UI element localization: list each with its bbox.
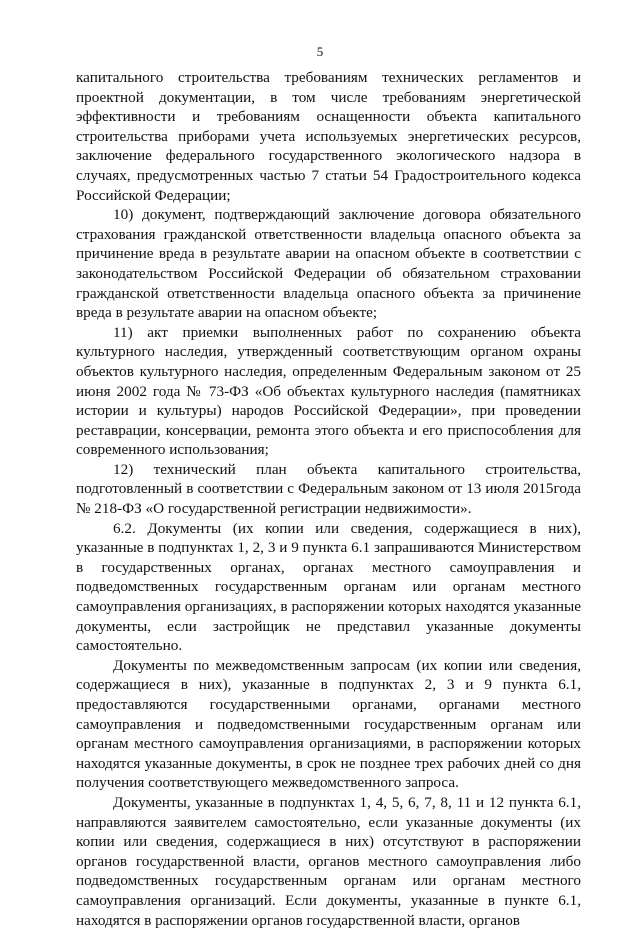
paragraph-item-12: 12) технический план объекта капитального строительства, подготовленный в соответствии с Федеральным законом от 13 июля 2015года № 218-ФЗ «О государственной регистрации недвижимости».	[76, 460, 581, 518]
paragraph-applicant-documents: Документы, указанные в подпунктах 1, 4, 5, 6, 7, 8, 11 и 12 пункта 6.1, направляются заявителем самостоятельно, если указанные документы (их копии или сведения, содержащиеся в них) отсутствуют в распоряжении органов государственной власти, органов местного самоуправления либо подведомственных государственным органам или органам местного самоуправления организаций. Если документы, указанные в пункте 6.1, находятся в распоряжении органов государственной власти, органов	[76, 793, 581, 929]
paragraph-interagency-requests: Документы по межведомственным запросам (их копии или сведения, содержащиеся в них), указанные в подпунктах 2, 3 и 9 пункта 6.1, предоставляются государственными органами, органами местного самоуправления и подведомственными государственным органам или органам местного самоуправления организациями, в распоряжении которых находятся указанные документы, в срок не позднее трех рабочих дней со дня получения соответствующего межведомственного запроса.	[76, 656, 581, 792]
paragraph-item-11: 11) акт приемки выполненных работ по сохранению объекта культурного наследия, утвержденный соответствующим органом охраны объектов культурного наследия, определенным Федеральным законом от 25 июня 2002 года № 73-ФЗ «Об объектах культурного наследия (памятниках истории и культуры) народов Российской Федерации», при проведении реставрации, консервации, ремонта этого объекта и его приспособления для современного использования;	[76, 323, 581, 459]
paragraph-continuation: капитального строительства требованиям технических регламентов и проектной документации, в том числе требованиям энергетической эффективности и требованиям оснащенности объекта капитального строительства приборами учета используемых энергетических ресурсов, заключение федерального государственного экологического надзора в случаях, предусмотренных частью 7 статьи 54 Градостроительного кодекса Российской Федерации;	[76, 69, 581, 204]
page-number: 5	[316, 44, 324, 59]
document-body	[76, 68, 581, 930]
paragraph-item-10: 10) документ, подтверждающий заключение договора обязательного страхования гражданской ответственности владельца опасного объекта за причинение вреда в результате аварии на опасном объекте в соответствии с законодательством Российской Федерации об обязательном страховании гражданской ответственности владельца опасного объекта за причинение вреда в результате аварии на опасном объекте;	[76, 206, 581, 322]
paragraph-section-6-2: 6.2. Документы (их копии или сведения, содержащиеся в них), указанные в подпунктах 1, 2, 3 и 9 пункта 6.1 запрашиваются Министерством в государственных органах, органах местного самоуправления и подведомственных государственным органам или органам местного самоуправления организациях, в распоряжении которых находятся указанные документы, если застройщик не представил указанные документы самостоятельно.	[76, 519, 581, 655]
